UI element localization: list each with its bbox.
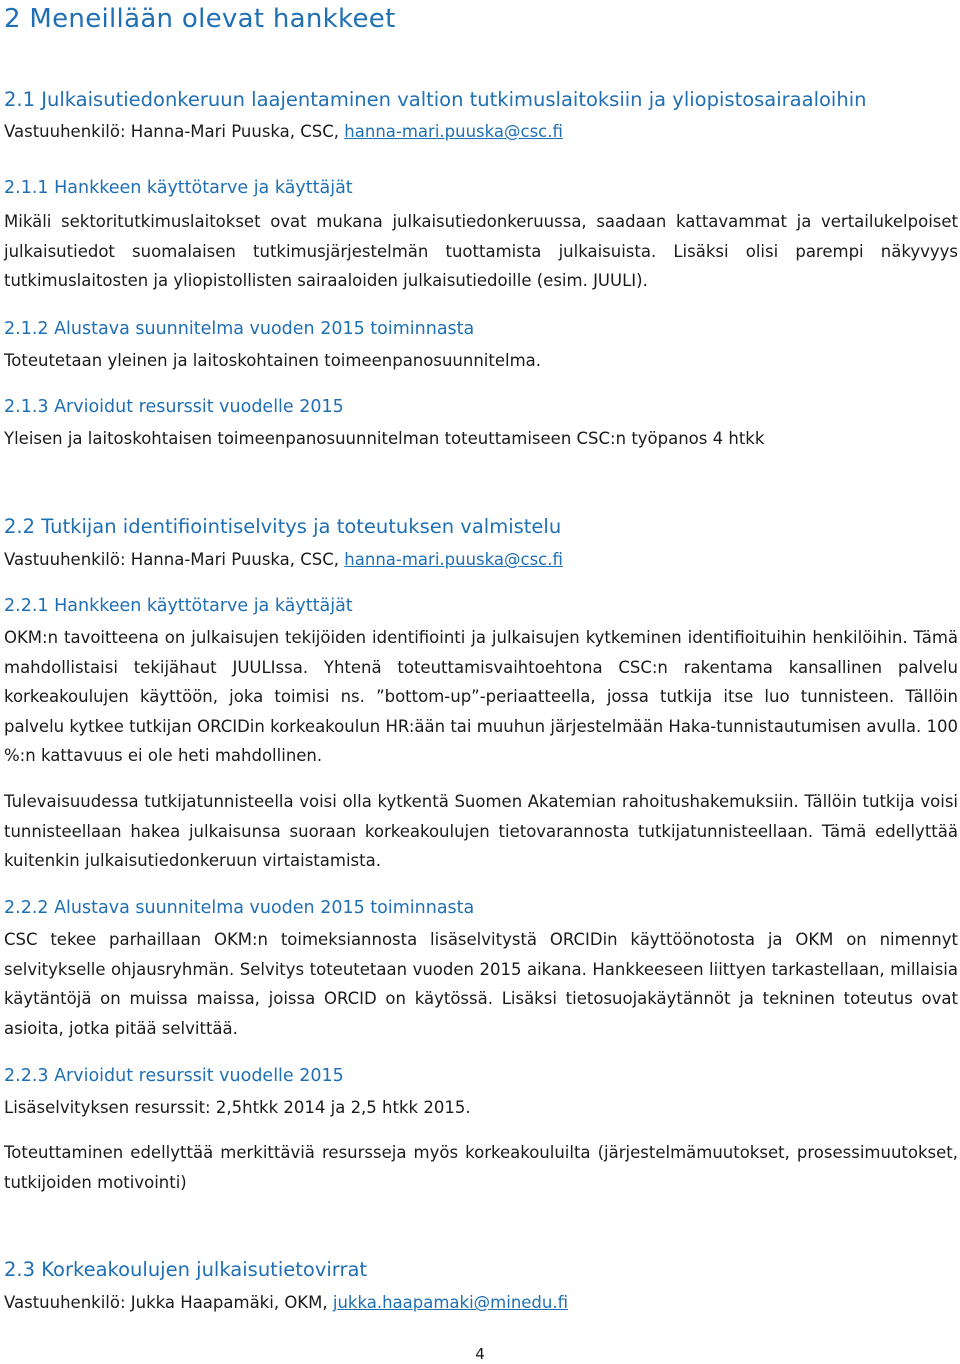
email-link[interactable]: hanna-mari.puuska@csc.fi (344, 550, 563, 569)
section-heading-2-1-3: 2.1.3 Arvioidut resurssit vuodelle 2015 (4, 397, 344, 417)
responsible-label: Vastuuhenkilö: Hanna-Mari Puuska, CSC, (4, 550, 345, 569)
paragraph-2-2-2: CSC tekee parhaillaan OKM:n toimeksiannosta lisäselvitystä ORCIDin käyttöönotosta ja OKM on nimennyt selvitykselle ohjausryhmän. Selvitys toteutetaan vuoden 2015 aikana. Hankkeeseen liittyen tarkastellaan, millaisia käytäntöjä on muissa maissa, joissa ORCID on käytössä. Lisäksi tietosuojakäytännöt ja tekninen toteutus ovat asioita, jotka pitää selvittää. (4, 930, 958, 1038)
paragraph-2-2-1-b: Tulevaisuudessa tutkijatunnisteella voisi olla kytkentä Suomen Akatemian rahoitushakemuksiin. Tällöin tutkija voisi tunnisteellaan hakea julkaisunsa suoraan korkeakoulujen tietovarannosta tutkijatunnisteellaan. Tämä edellyttää kuitenkin julkaisutiedonkeruun virtaistamista. (4, 792, 958, 871)
paragraph-2-1-3: Yleisen ja laitoskohtaisen toimeenpanosuunnitelman toteuttamiseen CSC:n työpanos 4 htkk (4, 429, 765, 448)
responsible-person-2-2 (4, 545, 958, 575)
section-heading-2-3: 2.3 Korkeakoulujen julkaisutietovirrat (4, 1258, 368, 1281)
paragraph-2-2-1-a: OKM:n tavoitteena on julkaisujen tekijöiden identifiointi ja julkaisujen kytkeminen identifioituihin henkilöihin. Tämä mahdollistaisi tekijähaut JUULIssa. Yhtenä toteuttamisvaihtoehtona CSC:n rakentama kansallinen palvelu korkeakoulujen käyttöön, joka toimisi ns. ”bottom-up”-periaatteella, jossa tutkija itse luo tunnisteen. Tällöin palvelu kytkee tutkijan ORCIDin korkeakoulun HR:ään tai muuhun järjestelmään Haka-tunnistautumisen avulla. 100 %:n kattavuus ei ole heti mahdollinen. (4, 628, 958, 766)
email-link[interactable]: hanna-mari.puuska@csc.fi (344, 122, 563, 141)
paragraph-2-1-1: Mikäli sektoritutkimuslaitokset ovat mukana julkaisutiedonkeruussa, saadaan kattavammat ja vertailukelpoiset julkaisutiedot suomalaisen tutkimusjärjestelmän tuottamista julkaisuista. Lisäksi olisi parempi näkyvyys tutkimuslaitosten ja yliopistollisten sairaaloiden julkaisutiedoille (esim. JUULI). (4, 212, 958, 291)
responsible-label: Vastuuhenkilö: Jukka Haapamäki, OKM, (4, 1293, 333, 1312)
document-page (4, 0, 958, 1363)
responsible-person-2-3 (4, 1288, 958, 1318)
responsible-label: Vastuuhenkilö: Hanna-Mari Puuska, CSC, (4, 122, 345, 141)
section-heading-2-2-1: 2.2.1 Hankkeen käyttötarve ja käyttäjät (4, 596, 353, 616)
section-heading-2: 2 Meneillään olevat hankkeet (4, 4, 396, 34)
paragraph-2-1-2: Toteutetaan yleinen ja laitoskohtainen toimeenpanosuunnitelma. (4, 351, 541, 370)
section-heading-2-2-3: 2.2.3 Arvioidut resurssit vuodelle 2015 (4, 1066, 344, 1086)
page-number: 4 (475, 1345, 485, 1363)
responsible-person-2-1 (4, 117, 958, 147)
section-heading-2-2-2: 2.2.2 Alustava suunnitelma vuoden 2015 toiminnasta (4, 898, 475, 918)
paragraph-2-2-3-b: Toteuttaminen edellyttää merkittäviä resursseja myös korkeakouluilta (järjestelmämuutokset, prosessimuutokset, tutkijoiden motivointi) (4, 1143, 958, 1192)
section-heading-2-1-2: 2.1.2 Alustava suunnitelma vuoden 2015 toiminnasta (4, 319, 475, 339)
paragraph-2-2-3-a: Lisäselvityksen resurssit: 2,5htkk 2014 ja 2,5 htkk 2015. (4, 1098, 471, 1117)
section-heading-2-1-1: 2.1.1 Hankkeen käyttötarve ja käyttäjät (4, 178, 353, 198)
email-link[interactable]: jukka.haapamaki@minedu.fi (332, 1293, 569, 1312)
section-heading-2-2: 2.2 Tutkijan identifiointiselvitys ja toteutuksen valmistelu (4, 515, 562, 538)
section-heading-2-1: 2.1 Julkaisutiedonkeruun laajentaminen valtion tutkimuslaitoksiin ja yliopistosairaaloihin (4, 88, 867, 111)
